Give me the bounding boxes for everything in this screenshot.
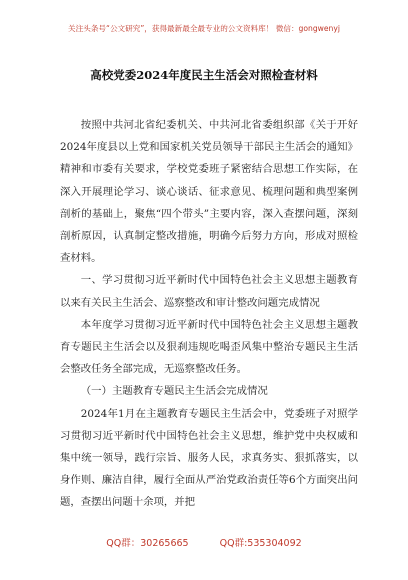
footer-qq-group-1: QQ群：30265665	[106, 538, 189, 549]
header-banner: 关注头条号“公文研究”，获得最新最全最专业的公文资料库！ 微信：gongwenyj	[68, 24, 340, 33]
document-title: 高校党委2024年度民主生活会对照检查材料	[90, 68, 318, 82]
footer-qq-group-2: QQ群:535304092	[219, 538, 302, 549]
footer	[0, 535, 408, 549]
paragraph-detail: 2024年1月在主题教育专题民主生活会中，党委班子对照学习贯彻习近平新时代中国特色社会主义思想，维护党中央权威和集中统一领导，践行宗旨、服务人民，求真务实、狠抓落实，以身作则、廉洁自律，履行全面从严治党政治责任等6个方面突出问题，查摆出问题十余项，并把	[60, 407, 358, 509]
subsection-heading-1: （一）主题教育专题民主生活会完成情况	[80, 385, 268, 398]
paragraph-intro: 按照中共河北省纪委机关、中共河北省委组织部《关于开好2024年度县以上党和国家机关党员领导干部民主生活会的通知》精神和市委有关要求，学校党委班子紧密结合思想工作实际，在深入开展理论学习、谈心谈话、征求意见、梳理问题和典型案例剖析的基础上，聚焦“四个带头”主要内容，深入查摆问题，深刻剖析原因，认真制定整改措施，明确今后努力方向，形成对照检查材料。	[60, 119, 358, 265]
section-heading-1: 一、学习贯彻习近平新时代中国特色社会主义思想主题教育以来有关民主生活会、巡察整改和审计整改问题完成情况	[60, 274, 358, 309]
document-body	[60, 114, 358, 514]
paragraph-summary: 本年度学习贯彻习近平新时代中国特色社会主义思想主题教育专题民主生活会以及狠刹违规吃喝歪风集中整治专题民主生活会整改任务全部完成，无巡察整改任务。	[60, 318, 358, 376]
